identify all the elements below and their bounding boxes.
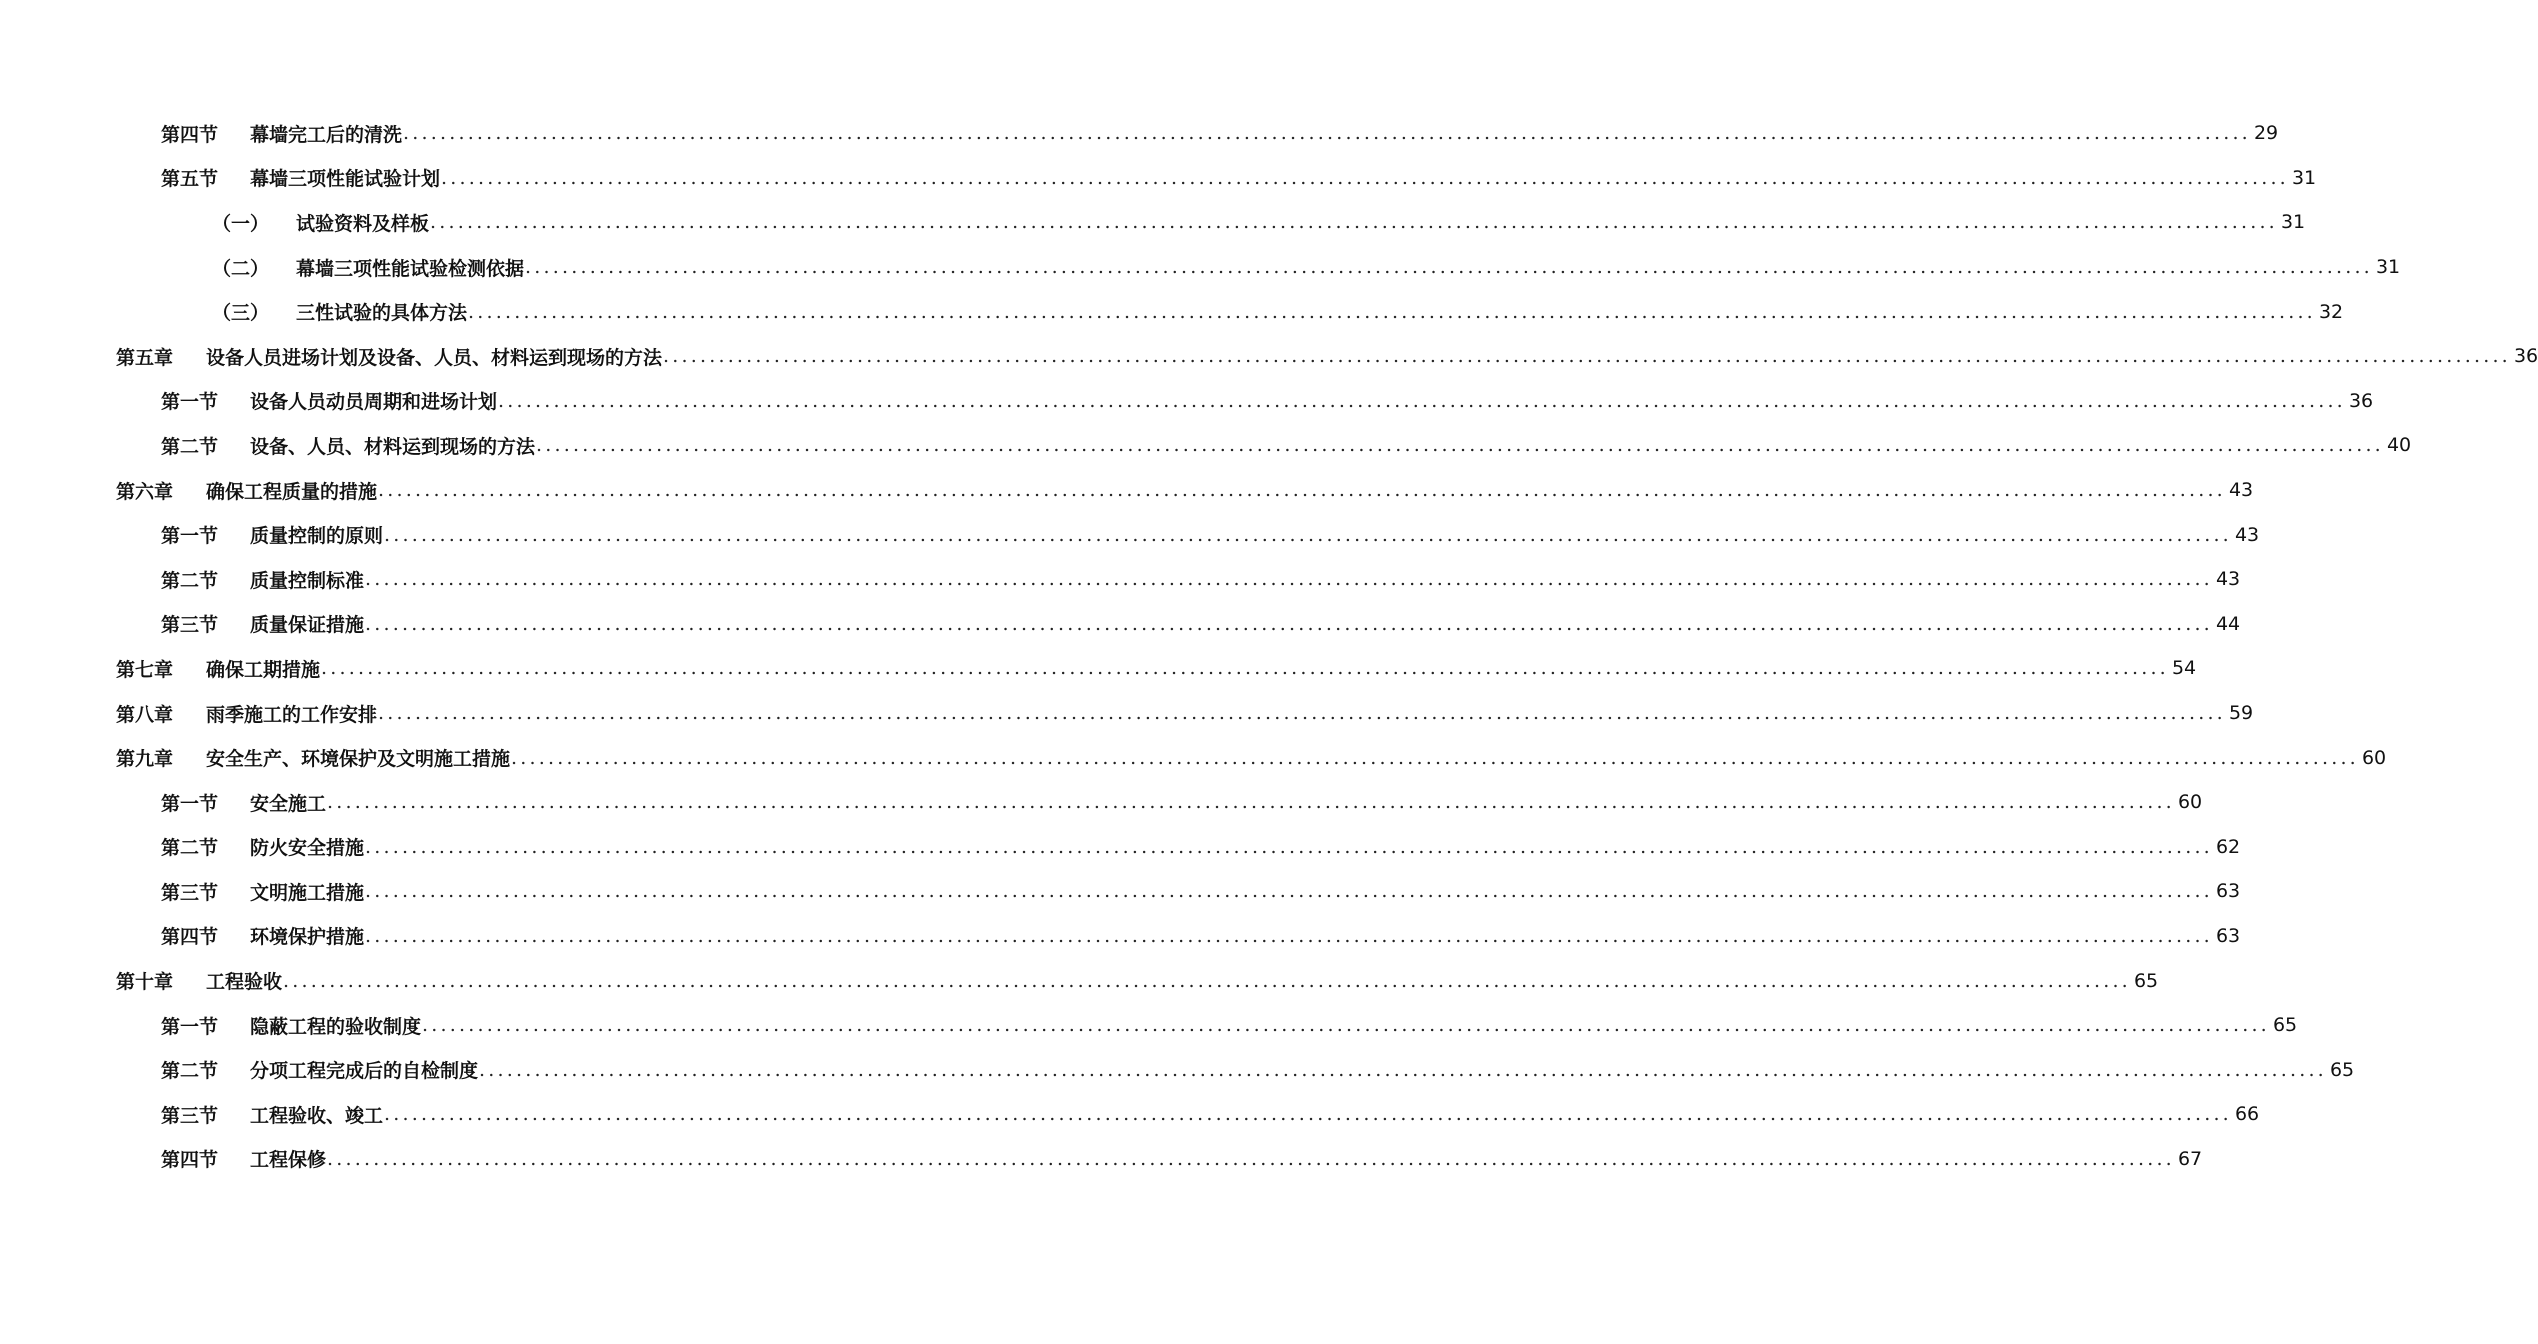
toc-entry[interactable] xyxy=(0,914,2241,959)
toc-entry-page-number: 43 xyxy=(2228,479,2254,502)
toc-entry-page-number: 63 xyxy=(2215,924,2241,947)
toc-entry-page-number: 36 xyxy=(2348,389,2374,412)
toc-entry-title: 文明施工措施 xyxy=(250,881,365,904)
toc-entry[interactable] xyxy=(0,423,2412,468)
toc-entry-number: 第二节 xyxy=(161,1060,219,1083)
toc-dot-leader: ........................................................................................................................................................................................................ xyxy=(441,166,2289,189)
toc-entry-page-number: 65 xyxy=(2329,1058,2355,1081)
toc-dot-leader: ........................................................................................................................................................................................................ xyxy=(283,969,2131,992)
toc-entry[interactable] xyxy=(0,958,2159,1003)
toc-entry[interactable] xyxy=(0,646,2197,691)
toc-dot-leader: ........................................................................................................................................................................................................ xyxy=(422,1014,2270,1037)
toc-entry-page-number: 62 xyxy=(2215,835,2241,858)
toc-entry[interactable] xyxy=(0,825,2241,870)
toc-dot-leader: ........................................................................................................................................................................................................ xyxy=(536,434,2384,457)
toc-entry[interactable] xyxy=(0,512,2260,557)
toc-entry-page-number: 32 xyxy=(2318,300,2344,323)
toc-entry-title: 幕墙三项性能试验检测依据 xyxy=(296,257,525,280)
toc-entry-page-number: 60 xyxy=(2177,791,2203,814)
toc-entry-title: 分项工程完成后的自检制度 xyxy=(250,1060,479,1083)
toc-entry-title: 设备、人员、材料运到现场的方法 xyxy=(250,435,536,458)
toc-dot-leader: ........................................................................................................................................................................................................ xyxy=(378,479,2226,502)
toc-dot-leader: ........................................................................................................................................................................................................ xyxy=(525,256,2373,279)
toc-dot-leader: ........................................................................................................................................................................................................ xyxy=(663,345,2511,368)
toc-dot-leader: ........................................................................................................................................................................................................ xyxy=(468,300,2316,323)
toc-entry-title: 设备人员动员周期和进场计划 xyxy=(250,391,498,414)
toc-entry-number: 第一节 xyxy=(161,1015,219,1038)
toc-entry-page-number: 59 xyxy=(2228,702,2254,725)
toc-entry-page-number: 36 xyxy=(2513,345,2538,368)
toc-entry[interactable] xyxy=(0,691,2254,736)
toc-entry-number: 第五章 xyxy=(116,346,174,369)
toc-entry-number: 第九章 xyxy=(116,748,174,771)
toc-entry-page-number: 31 xyxy=(2291,166,2317,189)
toc-entry-title: 工程保修 xyxy=(250,1149,327,1172)
toc-entry-title: 环境保护措施 xyxy=(250,926,365,949)
toc-entry-title: 设备人员进场计划及设备、人员、材料运到现场的方法 xyxy=(206,346,663,369)
toc-entry-title: 工程验收 xyxy=(206,971,283,994)
toc-entry-page-number: 31 xyxy=(2280,211,2306,234)
toc-entry[interactable] xyxy=(0,1047,2355,1092)
toc-entry-title: 确保工期措施 xyxy=(206,658,321,681)
toc-entry-title: 试验资料及样板 xyxy=(296,212,430,235)
toc-entry-page-number: 31 xyxy=(2375,256,2401,279)
toc-entry-title: 雨季施工的工作安排 xyxy=(206,703,378,726)
toc-entry-number: 第十章 xyxy=(116,971,174,994)
toc-entry[interactable] xyxy=(0,111,2279,156)
toc-entry-number: 第八章 xyxy=(116,703,174,726)
toc-entry-number: 第三节 xyxy=(161,614,219,637)
toc-entry-page-number: 44 xyxy=(2215,612,2241,635)
toc-dot-leader: ........................................................................................................................................................................................................ xyxy=(327,1147,2175,1170)
toc-entry-number: 第四节 xyxy=(161,123,219,146)
toc-entry-number: （一） xyxy=(212,212,270,235)
toc-entry-title: 确保工程质量的措施 xyxy=(206,480,378,503)
toc-entry-page-number: 43 xyxy=(2215,568,2241,591)
toc-entry-page-number: 67 xyxy=(2177,1147,2203,1170)
toc-entry[interactable] xyxy=(0,245,2401,290)
toc-entry-title: 防火安全措施 xyxy=(250,837,365,860)
toc-entry-number: 第四节 xyxy=(161,926,219,949)
toc-entry[interactable] xyxy=(0,1092,2260,1137)
toc-entry[interactable] xyxy=(0,869,2241,914)
toc-entry-number: 第一节 xyxy=(161,391,219,414)
toc-entry[interactable] xyxy=(0,602,2241,647)
toc-entry-page-number: 43 xyxy=(2234,523,2260,546)
toc-entry-number: 第五节 xyxy=(161,168,219,191)
toc-entry[interactable] xyxy=(0,379,2374,424)
toc-entry-number: 第二节 xyxy=(161,569,219,592)
toc-dot-leader: ........................................................................................................................................................................................................ xyxy=(327,791,2175,814)
toc-dot-leader: ........................................................................................................................................................................................................ xyxy=(430,211,2278,234)
toc-entry-number: 第一节 xyxy=(161,792,219,815)
toc-entry-title: 三性试验的具体方法 xyxy=(296,302,468,325)
toc-entry-number: 第三节 xyxy=(161,881,219,904)
toc-dot-leader: ........................................................................................................................................................................................................ xyxy=(365,880,2213,903)
toc-entry[interactable] xyxy=(0,557,2241,602)
toc-entry-number: 第二节 xyxy=(161,435,219,458)
toc-entry-title: 隐蔽工程的验收制度 xyxy=(250,1015,422,1038)
toc-entry-number: 第三节 xyxy=(161,1104,219,1127)
toc-entry[interactable] xyxy=(0,735,2387,780)
toc-dot-leader: ........................................................................................................................................................................................................ xyxy=(365,924,2213,947)
toc-dot-leader: ........................................................................................................................................................................................................ xyxy=(321,657,2169,680)
toc-entry-title: 质量控制的原则 xyxy=(250,525,384,548)
toc-entry-page-number: 60 xyxy=(2361,746,2387,769)
toc-entry[interactable] xyxy=(0,1003,2298,1048)
toc-entry-number: 第六章 xyxy=(116,480,174,503)
toc-entry[interactable] xyxy=(0,334,2538,379)
toc-dot-leader: ........................................................................................................................................................................................................ xyxy=(384,523,2232,546)
toc-dot-leader: ........................................................................................................................................................................................................ xyxy=(378,702,2226,725)
toc-dot-leader: ........................................................................................................................................................................................................ xyxy=(479,1058,2327,1081)
toc-entry-title: 幕墙完工后的清洗 xyxy=(250,123,403,146)
toc-entry-page-number: 65 xyxy=(2133,969,2159,992)
toc-entry-title: 幕墙三项性能试验计划 xyxy=(250,168,441,191)
toc-entry-page-number: 29 xyxy=(2253,122,2279,145)
toc-entry-number: 第一节 xyxy=(161,525,219,548)
toc-dot-leader: ........................................................................................................................................................................................................ xyxy=(365,612,2213,635)
toc-entry-title: 安全施工 xyxy=(250,792,327,815)
toc-entry-title: 质量控制标准 xyxy=(250,569,365,592)
toc-entry-title: 安全生产、环境保护及文明施工措施 xyxy=(206,748,511,771)
toc-entry-page-number: 40 xyxy=(2386,434,2412,457)
toc-entry-page-number: 63 xyxy=(2215,880,2241,903)
toc-dot-leader: ........................................................................................................................................................................................................ xyxy=(384,1103,2232,1126)
toc-entry-page-number: 66 xyxy=(2234,1103,2260,1126)
toc-dot-leader: ........................................................................................................................................................................................................ xyxy=(365,835,2213,858)
toc-entry-number: 第四节 xyxy=(161,1149,219,1172)
toc-entry[interactable] xyxy=(0,468,2254,513)
toc-dot-leader: ........................................................................................................................................................................................................ xyxy=(498,389,2346,412)
toc-entry-title: 工程验收、竣工 xyxy=(250,1104,384,1127)
toc-entry-title: 质量保证措施 xyxy=(250,614,365,637)
toc-entry-number: 第二节 xyxy=(161,837,219,860)
toc-entry[interactable] xyxy=(0,200,2306,245)
toc-entry[interactable] xyxy=(0,1137,2203,1182)
toc-entry[interactable] xyxy=(0,780,2203,825)
toc-entry-number: （三） xyxy=(212,302,270,325)
toc-entry-number: （二） xyxy=(212,257,270,280)
toc-dot-leader: ........................................................................................................................................................................................................ xyxy=(365,568,2213,591)
toc-dot-leader: ........................................................................................................................................................................................................ xyxy=(511,746,2359,769)
toc-entry-page-number: 54 xyxy=(2171,657,2197,680)
toc-entry[interactable] xyxy=(0,289,2344,334)
toc-entry-number: 第七章 xyxy=(116,658,174,681)
toc-entry[interactable] xyxy=(0,156,2317,201)
toc-dot-leader: ........................................................................................................................................................................................................ xyxy=(403,122,2251,145)
toc-entry-page-number: 65 xyxy=(2272,1014,2298,1037)
table-of-contents xyxy=(0,111,2538,1181)
